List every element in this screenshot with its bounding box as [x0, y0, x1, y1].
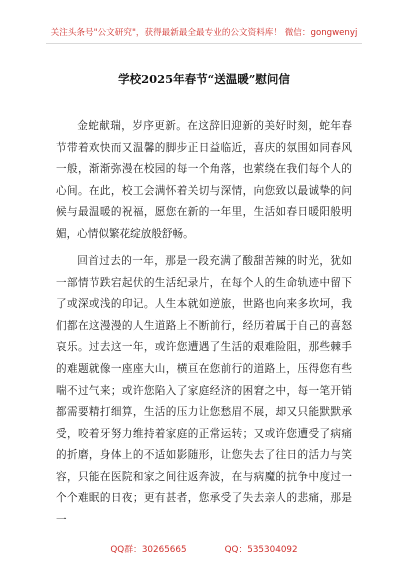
- paragraph-2: 回首过去的一年，那是一段充满了酸甜苦辣的时光，犹如一部情节跌宕起伏的生活纪录片，在每个人的生命轨迹中留下了或深或浅的印记。人生本就如逆旅，世路也向来多坎坷，我们都在这漫漫的人生道路上不断前行，经历着属于自己的喜怒哀乐。过去这一年，或许您遭遇了生活的艰难险阻，那些棘手的难题就像一座座大山，横亘在您前行的道路上，压得您有些喘不过气来；或许您陷入了家庭经济的困窘之中，每一笔开销都需要精打细算，生活的压力让您愁眉不展，却又只能默默承受，咬着牙努力维持着家庭的正常运转；又或许您遭受了病痛的折磨，身体上的不适如影随形，让您失去了往日的活力与笑容，只能在医院和家之间往返奔波，在与病魔的抗争中度过一个个难眠的日夜；更有甚者，您承受了失去亲人的悲痛，那是一: [56, 255, 352, 526]
- header-promo-note: 关注头条号"公文研究"，获得最新最全最专业的公文资料库！ 微信：gongwenyj: [50, 28, 358, 38]
- paragraph-1: 金蛇献瑞，岁序更新。在这辞旧迎新的美好时刻，蛇年春节带着欢快而又温馨的脚步正日益临近，喜庆的氛围如同春风一般，渐渐弥漫在校园的每一个角落，也萦绕在我们每个人的心间。在此，校工会满怀着关切与深情，向您致以最诚挚的问候与最温暖的祝福，愿您在新的一年里，生活如春日暖阳般明媚，心情似繁花绽放般舒畅。: [56, 120, 352, 240]
- header-divider: [46, 43, 362, 44]
- document-body: [56, 116, 352, 531]
- footer-contact: [0, 542, 408, 555]
- footer-qq: QQ：535304092: [224, 545, 298, 555]
- document-title: 学校2025年春节“送温暖”慰问信: [118, 72, 290, 86]
- footer-qq-group: QQ群：30265665: [110, 545, 187, 555]
